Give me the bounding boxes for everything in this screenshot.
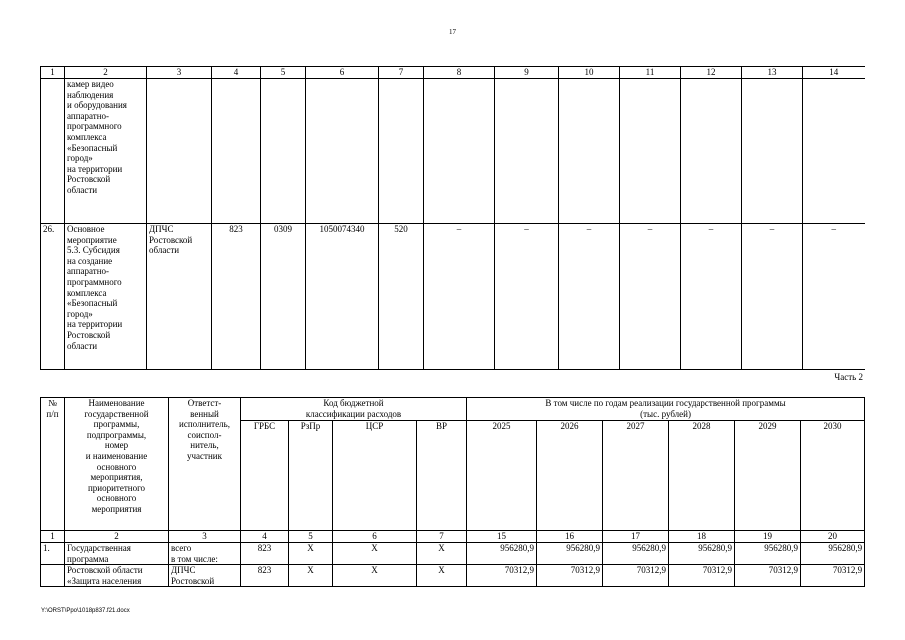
col-number: 19 xyxy=(735,531,801,543)
year-value-cell: 956280,9 xyxy=(735,543,801,565)
header-year: 2025 xyxy=(467,421,537,531)
col-number: 6 xyxy=(333,531,417,543)
dash-cell: – xyxy=(620,224,681,370)
footer-file-path: Y:\ORST\Ppo\1018p837.f21.docx xyxy=(41,608,130,614)
grbs-cell: 823 xyxy=(212,224,261,370)
row-number: 26. xyxy=(41,224,65,370)
year-value-cell: 956280,9 xyxy=(537,543,603,565)
vr-cell: Х xyxy=(417,565,467,587)
column-numbers-row xyxy=(41,531,865,543)
col-number: 7 xyxy=(379,67,424,79)
vr-cell: Х xyxy=(417,543,467,565)
col-number: 7 xyxy=(417,531,467,543)
header-vr: ВР xyxy=(417,421,467,531)
col-number: 4 xyxy=(212,67,261,79)
col-number: 13 xyxy=(742,67,803,79)
year-value-cell: 70312,9 xyxy=(537,565,603,587)
table-part2 xyxy=(40,397,865,587)
executor-cell: ДПЧС Ростовской области xyxy=(147,224,212,370)
header-year: 2026 xyxy=(537,421,603,531)
year-value-cell: 70312,9 xyxy=(603,565,669,587)
header-rzpr: РзПр xyxy=(289,421,333,531)
col-number: 5 xyxy=(289,531,333,543)
header-csr: ЦСР xyxy=(333,421,417,531)
year-value-cell: 956280,9 xyxy=(603,543,669,565)
csr-cell: Х xyxy=(333,543,417,565)
col-number: 18 xyxy=(669,531,735,543)
col-number: 1 xyxy=(41,67,65,79)
dash-cell: – xyxy=(803,224,865,370)
program-name-cell: Государственная программа xyxy=(65,543,169,565)
header-year: 2029 xyxy=(735,421,801,531)
col-number: 17 xyxy=(603,531,669,543)
row-number xyxy=(41,565,65,587)
csr-cell: 1050074340 xyxy=(306,224,379,370)
col-number: 16 xyxy=(537,531,603,543)
col-number: 6 xyxy=(306,67,379,79)
dash-cell: – xyxy=(681,224,742,370)
table-row xyxy=(41,79,865,224)
col-number: 9 xyxy=(495,67,559,79)
header-year: 2027 xyxy=(603,421,669,531)
col-number: 10 xyxy=(559,67,620,79)
table-row xyxy=(41,565,865,587)
rzpr-cell: Х xyxy=(289,565,333,587)
col-number: 1 xyxy=(41,531,65,543)
header-name: Наименование государственной программы, подпрограммы, номер и наименование основного мероприятия, приоритетного основного мероприятия xyxy=(65,398,169,531)
grbs-cell: 823 xyxy=(241,543,289,565)
executor-cell: ДПЧС Ростовской xyxy=(169,565,241,587)
year-value-cell: 956280,9 xyxy=(801,543,865,565)
csr-cell: Х xyxy=(333,565,417,587)
col-number: 14 xyxy=(803,67,865,79)
year-value-cell: 70312,9 xyxy=(735,565,801,587)
col-number: 15 xyxy=(467,531,537,543)
header-year: 2028 xyxy=(669,421,735,531)
col-number: 11 xyxy=(620,67,681,79)
measure-name-cell: камер видео наблюдения и оборудования аппаратно- программного комплекса «Безопасный город» на территории Ростовской области xyxy=(65,79,147,224)
col-number: 20 xyxy=(801,531,865,543)
header-years-title: В том числе по годам реализации государственной программы (тыс. рублей) xyxy=(467,398,865,421)
header-row xyxy=(41,398,865,421)
executor-cell: всего в том числе: xyxy=(169,543,241,565)
dash-cell: – xyxy=(424,224,495,370)
col-number: 3 xyxy=(147,67,212,79)
col-number: 4 xyxy=(241,531,289,543)
column-numbers-row xyxy=(41,67,865,79)
col-number: 2 xyxy=(65,531,169,543)
header-executor: Ответст- венный исполнитель, соиспол- нитель, участник xyxy=(169,398,241,531)
year-value-cell: 956280,9 xyxy=(669,543,735,565)
col-number: 5 xyxy=(261,67,306,79)
year-value-cell: 956280,9 xyxy=(467,543,537,565)
dash-cell: – xyxy=(495,224,559,370)
dash-cell: – xyxy=(559,224,620,370)
header-num: № п/п xyxy=(41,398,65,531)
row-number: 1. xyxy=(41,543,65,565)
col-number: 12 xyxy=(681,67,742,79)
year-value-cell: 70312,9 xyxy=(801,565,865,587)
col-number: 2 xyxy=(65,67,147,79)
dash-cell: – xyxy=(742,224,803,370)
measure-name-cell: Основное мероприятие 5.3. Субсидия на создание аппаратно- программного комплекса «Безопасный город» на территории Ростовской области xyxy=(65,224,147,370)
rzpr-cell: 0309 xyxy=(261,224,306,370)
table-row xyxy=(41,543,865,565)
rzpr-cell: Х xyxy=(289,543,333,565)
vr-cell: 520 xyxy=(379,224,424,370)
year-value-cell: 70312,9 xyxy=(669,565,735,587)
header-budget-code: Код бюджетной классификации расходов xyxy=(241,398,467,421)
header-year: 2030 xyxy=(801,421,865,531)
page-number: 17 xyxy=(449,28,456,36)
part-label: Часть 2 xyxy=(834,372,863,382)
table-row xyxy=(41,224,865,370)
col-number: 8 xyxy=(424,67,495,79)
program-name-cell: Ростовской области «Защита населения xyxy=(65,565,169,587)
col-number: 3 xyxy=(169,531,241,543)
table-part1 xyxy=(40,66,865,370)
header-grbs: ГРБС xyxy=(241,421,289,531)
grbs-cell: 823 xyxy=(241,565,289,587)
year-value-cell: 70312,9 xyxy=(467,565,537,587)
